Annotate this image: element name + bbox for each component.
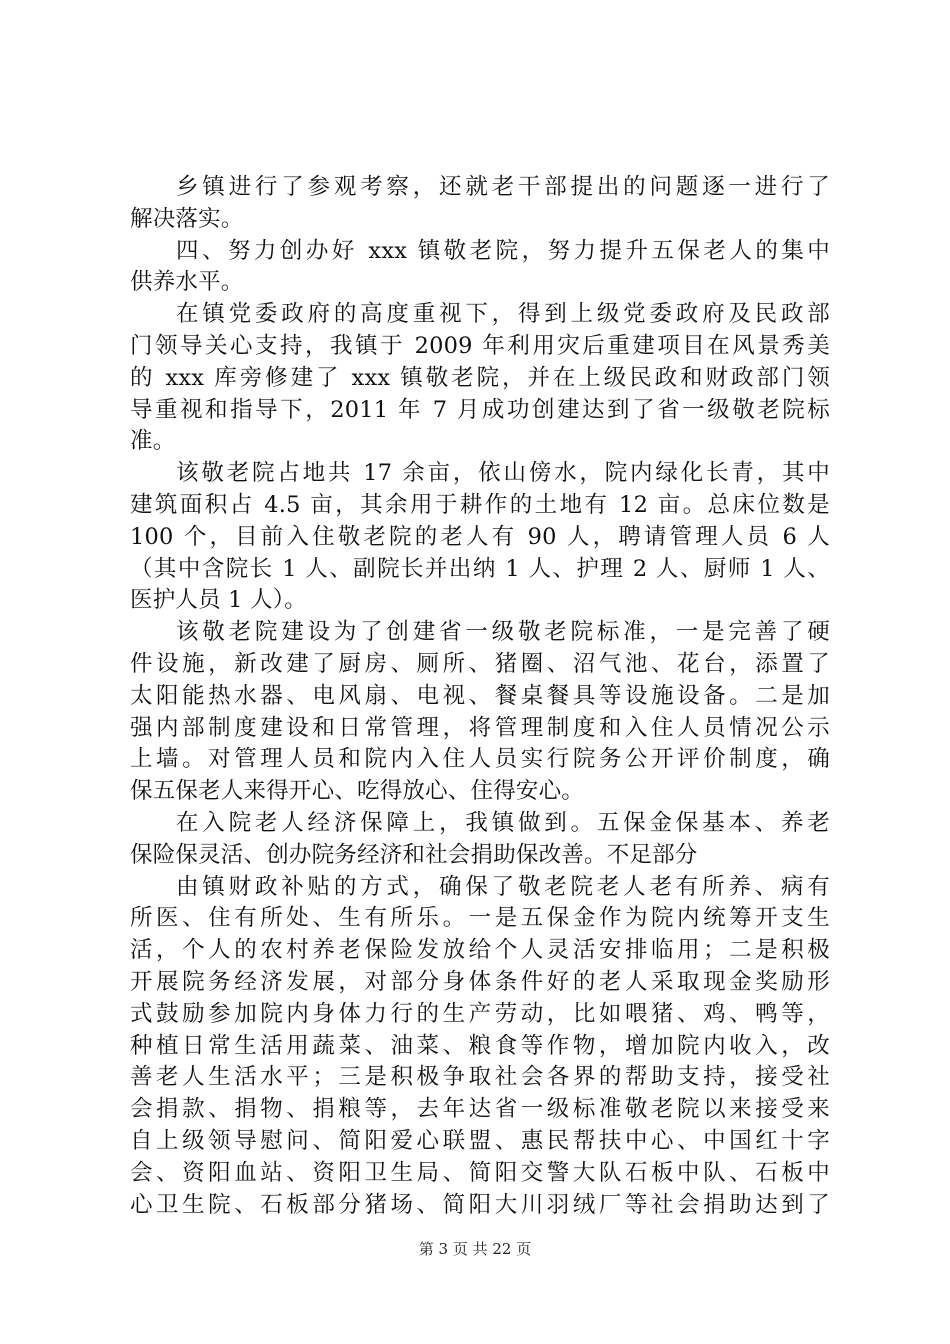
text-line: 保五保老人来得开心、吃得放心、住得安心。 (130, 778, 585, 805)
text-line: 上墙。对管理人员和院内入住人员实行院务公开评价制度，确 (130, 746, 830, 773)
text-line: 门领导关心支持，我镇于 2009 年利用灾后重建项目在风景秀美 (130, 332, 830, 359)
text-line: 在入院老人经济保障上，我镇做到。五保金保基本、养老 (176, 809, 830, 836)
text-line: 件设施，新改建了厨房、厕所、猪圈、沼气池、花台，添置了 (130, 650, 830, 677)
text-line: 保险保灵活、创办院务经济和社会捐助保改善。不足部分 (130, 841, 698, 868)
text-line: 建筑面积占 4.5 亩，其余用于耕作的土地有 12 亩。总床位数是 (130, 491, 830, 518)
text-line: 活，个人的农村养老保险发放给个人灵活安排临用；二是积极 (130, 937, 830, 964)
text-line: 100 个，目前入住敬老院的老人有 90 人，聘请管理人员 6 人 (130, 523, 830, 550)
text-line: 所医、住有所处、生有所乐。一是五保金作为院内统筹开支生 (130, 905, 830, 932)
text-line: 该敬老院占地共 17 余亩，依山傍水，院内绿化长青，其中 (176, 460, 830, 487)
text-line: 乡镇进行了参观考察，还就老干部提出的问题逐一进行了 (176, 174, 830, 200)
text-line: 供养水平。 (130, 269, 244, 296)
text-line: 开展院务经济发展，对部分身体条件好的老人采取现金奖励形 (130, 968, 830, 995)
text-line: 导重视和指导下，2011 年 7 月成功创建达到了省一级敬老院标 (130, 396, 830, 423)
text-line: 会捐款、捐物、捐粮等，去年达省一级标准敬老院以来接受来 (130, 1096, 830, 1123)
text-line: 会、资阳血站、资阳卫生局、简阳交警大队石板中队、石板中 (130, 1159, 830, 1186)
text-line: 的 xxx 库旁修建了 xxx 镇敬老院，并在上级民政和财政部门领 (130, 364, 830, 391)
text-line: 自上级领导慰问、简阳爱心联盟、惠民帮扶中心、中国红十字 (130, 1127, 830, 1154)
text-line: 强内部制度建设和日常管理，将管理制度和入住人员情况公示 (130, 714, 830, 741)
text-line: （其中含院长 1 人、副院长并出纳 1 人、护理 2 人、厨师 1 人、 (130, 555, 830, 582)
text-line: 准。 (130, 428, 176, 455)
text-line: 在镇党委政府的高度重视下，得到上级党委政府及民政部 (176, 301, 830, 328)
text-line: 由镇财政补贴的方式，确保了敬老院老人老有所养、病有 (176, 873, 830, 900)
text-line: 善老人生活水平；三是积极争取社会各界的帮助支持，接受社 (130, 1064, 830, 1091)
text-line: 式鼓励参加院内身体力行的生产劳动，比如喂猪、鸡、鸭等， (130, 1000, 830, 1027)
text-line: 种植日常生活用蔬菜、油菜、粮食等作物，增加院内收入，改 (130, 1032, 830, 1059)
document-body (130, 172, 830, 1221)
text-line: 医护人员 1 人）。 (130, 587, 307, 614)
text-line: 太阳能热水器、电风扇、电视、餐桌餐具等设施设备。二是加 (130, 682, 830, 709)
text-line: 解决落实。 (130, 205, 244, 232)
text-line: 四、努力创办好 xxx 镇敬老院，努力提升五保老人的集中 (176, 237, 830, 264)
text-line: 心卫生院、石板部分猪场、简阳大川羽绒厂等社会捐助达到了 (130, 1191, 830, 1218)
text-line: 该敬老院建设为了创建省一级敬老院标准，一是完善了硬 (176, 619, 830, 646)
page-footer: 第 3 页 共 22 页 (418, 1240, 532, 1258)
